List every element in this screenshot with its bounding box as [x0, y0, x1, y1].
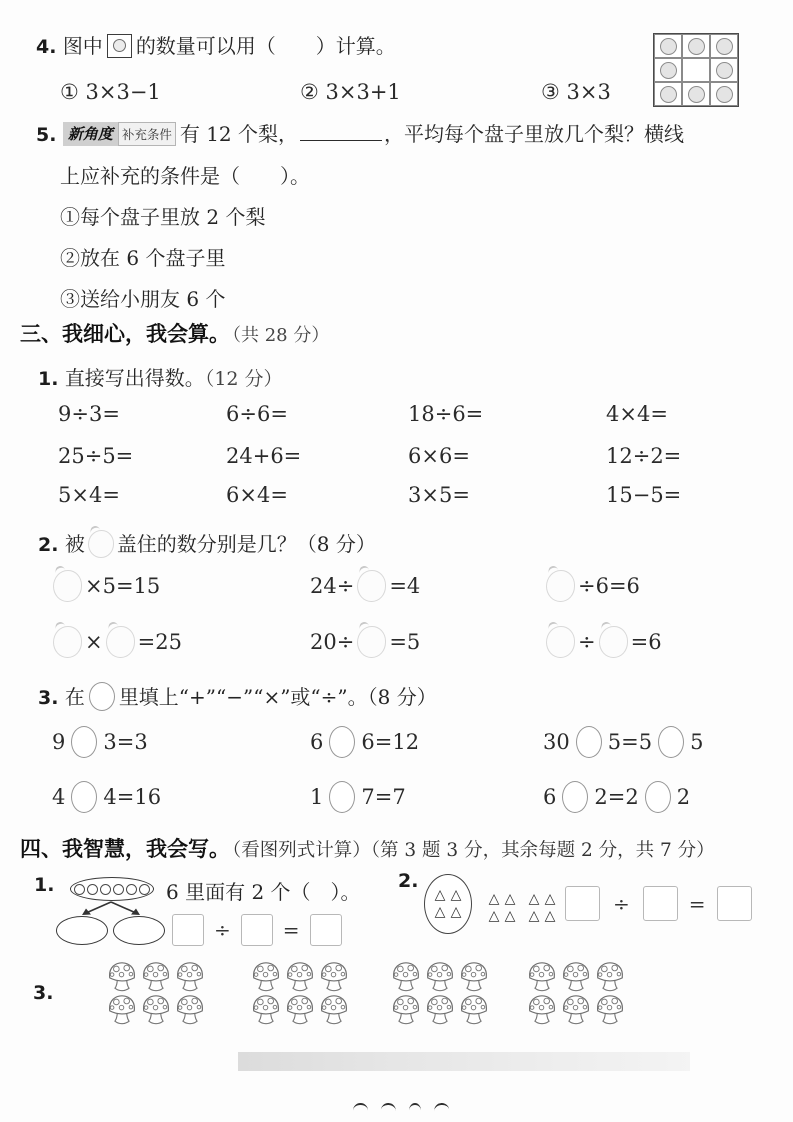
- mushroom-icon: [106, 993, 138, 1025]
- counter-circle-icon: [688, 38, 705, 55]
- mushroom-icon: [250, 960, 282, 992]
- cropped-glyph-mark: [381, 1102, 397, 1112]
- section-4-note: （看图列式计算）（第 3 题 3 分，其余每题 2 分，共 7 分）: [232, 840, 715, 861]
- operator-circle-icon: [89, 682, 115, 711]
- boxed-circle-icon: [107, 34, 132, 58]
- problem: 24+6=: [226, 444, 302, 468]
- eq-text: 5: [690, 730, 704, 754]
- divide-sign: ÷: [613, 891, 630, 916]
- s4-q3-number: 3.: [33, 982, 54, 1004]
- supplement-condition-badge: 补充条件: [118, 122, 176, 146]
- covered-eq-2: [310, 570, 420, 602]
- triangle-icon: △: [434, 904, 446, 920]
- operator-circle-icon: [329, 726, 355, 758]
- mushroom-icon: [560, 960, 592, 992]
- circle-dot-icon: [139, 884, 150, 895]
- circle-dot-icon: [74, 884, 85, 895]
- problem: 9÷3=: [58, 402, 120, 426]
- operator-circle-icon: [71, 781, 97, 813]
- mushroom-icon: [424, 993, 456, 1025]
- question-5-text-b: ，平均每个盘子里放几个梨？横线: [384, 122, 685, 146]
- answer-box: [717, 886, 752, 921]
- eq-text: ÷: [578, 630, 596, 654]
- scan-shadow-band: [238, 1052, 690, 1071]
- triangle-icon: △: [450, 887, 462, 903]
- cropped-glyph-mark: [353, 1103, 368, 1112]
- new-angle-badge: 新角度: [63, 122, 118, 146]
- mushroom-icon: [140, 993, 172, 1025]
- question-5-stem: [36, 118, 766, 147]
- triangle-icon: △: [528, 908, 540, 924]
- triangle-icon: △: [544, 891, 556, 907]
- fruit-cover-icon: [546, 570, 575, 602]
- question-4-text-post: 的数量可以用（ ）计算。: [135, 34, 396, 58]
- s4-q2-equation-boxes: [565, 886, 752, 921]
- s3-q3-text-post: 里填上“+”“−”“×”或“÷”。（8 分）: [118, 685, 437, 709]
- q4-option-2: ② 3×3+1: [300, 80, 401, 104]
- counter-grid-figure: [653, 33, 739, 107]
- fruit-cover-icon: [599, 626, 628, 658]
- problem: 6×4=: [226, 483, 288, 507]
- mushroom-icon: [174, 960, 206, 992]
- s3-q2-text-pre: 被: [64, 532, 85, 556]
- equals-sign: =: [688, 891, 706, 916]
- q5-option-1: ①每个盘子里放 2 个梨: [60, 205, 266, 229]
- question-5-text-a: 有 12 个梨，: [179, 122, 299, 146]
- section-3-heading: [20, 318, 329, 348]
- blank-underline: [300, 125, 382, 141]
- problem: 4×4=: [606, 402, 668, 426]
- s3-q2-label: [38, 528, 376, 558]
- eq-text: 20÷: [310, 630, 355, 654]
- eq-text: 9: [52, 730, 66, 754]
- triangle-icon: △: [450, 904, 462, 920]
- eq-text: 6=12: [361, 730, 420, 754]
- eq-text: 7=7: [361, 785, 406, 809]
- circle-dot-icon: [113, 884, 124, 895]
- triangle-icon: △: [544, 908, 556, 924]
- counter-circle-icon: [716, 62, 733, 79]
- mushroom-icon: [526, 960, 558, 992]
- fruit-cover-icon: [357, 570, 386, 602]
- q4-option-1: ① 3×3−1: [60, 80, 161, 104]
- eq-text: 2: [676, 785, 691, 809]
- counter-circle-icon: [716, 38, 733, 55]
- mushroom-icon: [284, 993, 316, 1025]
- mushroom-icon: [140, 960, 172, 992]
- counter-circle-icon: [716, 86, 733, 103]
- divide-sign: ÷: [214, 918, 231, 942]
- mushroom-icon: [526, 993, 558, 1025]
- eq-text: 30: [543, 730, 570, 754]
- covered-eq-4: [50, 626, 182, 658]
- q5-option-3: ③送给小朋友 6 个: [60, 287, 226, 311]
- answer-box: [172, 914, 204, 946]
- eq-text: =4: [389, 574, 421, 598]
- grid-cell: [654, 34, 682, 58]
- problem: 3×5=: [408, 483, 470, 507]
- mushroom-group: [250, 960, 352, 1025]
- operator-circle-icon: [645, 781, 671, 813]
- answer-box: [310, 914, 342, 946]
- section-4-heading: [20, 833, 715, 863]
- section-3-title: 三、我细心，我会算。: [20, 322, 230, 346]
- triangle-group: [486, 891, 518, 925]
- covered-eq-6: [543, 626, 662, 658]
- s3-q1-text: 直接写出得数。: [64, 366, 205, 390]
- s4-q2-number: 2.: [398, 870, 419, 892]
- s3-q2-text-post: 盖住的数分别是几？（8 分）: [116, 532, 376, 556]
- mushroom-icon: [250, 993, 282, 1025]
- eq-text: ÷6=6: [578, 574, 640, 598]
- triangle-icon: △: [434, 887, 446, 903]
- operator-eq-2: [310, 726, 419, 758]
- mushroom-icon: [594, 960, 626, 992]
- operator-circle-icon: [658, 726, 684, 758]
- mushroom-icon: [594, 993, 626, 1025]
- fruit-cover-icon: [106, 626, 135, 658]
- eq-text: 4: [52, 785, 66, 809]
- answer-box: [643, 886, 678, 921]
- section-4-title: 四、我智慧，我会写。: [20, 837, 230, 861]
- circle-dot-icon: [100, 884, 111, 895]
- mushroom-group: [526, 960, 628, 1025]
- oral-arithmetic-grid: [0, 402, 793, 522]
- covered-eq-5: [310, 626, 420, 658]
- s3-q1-number: 1.: [38, 368, 59, 390]
- q5-option-2: ②放在 6 个盘子里: [60, 246, 226, 270]
- problem: 15−5=: [606, 483, 682, 507]
- q4-option-3: ③ 3×3: [541, 80, 611, 104]
- counter-circle-icon: [660, 38, 677, 55]
- six-circles-oval-figure: [70, 877, 154, 901]
- eq-text: 1: [310, 785, 324, 809]
- s3-q1-score: （12 分）: [204, 368, 283, 390]
- section-3-score: （共 28 分）: [232, 325, 330, 346]
- mushroom-icon: [390, 960, 422, 992]
- counter-circle-icon: [688, 86, 705, 103]
- eq-text: ×5=15: [85, 574, 161, 598]
- operator-circle-icon: [329, 781, 355, 813]
- problem: 5×4=: [58, 483, 120, 507]
- answer-box: [241, 914, 273, 946]
- s4-q1-equation-boxes: [172, 914, 342, 946]
- covered-eq-3: [543, 570, 640, 602]
- eq-text: 2=2: [594, 785, 639, 809]
- eq-text: =6: [630, 630, 662, 654]
- mushroom-icon: [390, 993, 422, 1025]
- problem: 6÷6=: [226, 402, 288, 426]
- eq-text: 5=5: [607, 730, 653, 754]
- operator-circle-icon: [71, 726, 97, 758]
- triangle-icon: △: [504, 908, 516, 924]
- circle-glyph-icon: [113, 39, 126, 52]
- fruit-cover-icon: [357, 626, 386, 658]
- s3-q3-number: 3.: [38, 687, 59, 709]
- operator-eq-4: [52, 781, 161, 813]
- circle-dot-icon: [126, 884, 137, 895]
- s3-q1-label: [38, 362, 283, 391]
- answer-oval: [113, 916, 165, 945]
- triangle-group: [526, 891, 558, 925]
- mushroom-icon: [560, 993, 592, 1025]
- cropped-glyph-mark: [409, 1103, 421, 1112]
- cropped-footer-marks: [353, 1097, 462, 1116]
- fruit-cover-icon: [53, 626, 82, 658]
- circle-dot-icon: [87, 884, 98, 895]
- fruit-cover-icon: [88, 530, 114, 558]
- problem: 12÷2=: [606, 444, 682, 468]
- counter-circle-icon: [660, 86, 677, 103]
- problem: 6×6=: [408, 444, 470, 468]
- triangle-icon: △: [488, 908, 500, 924]
- cropped-glyph-mark: [434, 1102, 450, 1112]
- circled-triangle-group: [424, 874, 472, 934]
- operator-eq-6: [543, 781, 690, 813]
- grid-cell: [654, 58, 682, 82]
- mushroom-icon: [458, 993, 490, 1025]
- operator-eq-5: [310, 781, 406, 813]
- eq-text: 6: [543, 785, 557, 809]
- operator-eq-3: [543, 726, 703, 758]
- grid-cell: [710, 82, 738, 106]
- mushroom-icon: [424, 960, 456, 992]
- s4-q1-number: 1.: [34, 874, 55, 896]
- eq-text: 4=16: [103, 785, 162, 809]
- eq-text: 3=3: [103, 730, 148, 754]
- mushroom-group: [390, 960, 492, 1025]
- question-5-line2: 上应补充的条件是（ ）。: [60, 164, 310, 188]
- mushroom-icon: [106, 960, 138, 992]
- problem: 18÷6=: [408, 402, 484, 426]
- grid-cell: [710, 34, 738, 58]
- counter-circle-icon: [660, 62, 677, 79]
- triangle-icon: △: [528, 891, 540, 907]
- covered-eq-1: [50, 570, 160, 602]
- fruit-cover-icon: [546, 626, 575, 658]
- eq-text: =25: [137, 630, 182, 654]
- equals-sign: =: [282, 918, 300, 942]
- operator-eq-1: [52, 726, 148, 758]
- question-4-number: 4.: [36, 36, 57, 58]
- eq-text: 24÷: [310, 574, 355, 598]
- s4-q1-text: 6 里面有 2 个（ ）。: [166, 880, 361, 904]
- eq-text: =5: [389, 630, 421, 654]
- question-4-text-pre: 图中: [62, 34, 103, 58]
- operator-circle-icon: [562, 781, 588, 813]
- grid-cell: [682, 82, 710, 106]
- grid-cell-empty: [682, 58, 710, 82]
- mushroom-icon: [318, 993, 350, 1025]
- mushroom-icon: [318, 960, 350, 992]
- question-5-number: 5.: [36, 124, 57, 146]
- question-4-stem: [36, 30, 396, 59]
- mushroom-group: [106, 960, 208, 1025]
- mushroom-icon: [174, 993, 206, 1025]
- grid-cell: [654, 82, 682, 106]
- s3-q3-label: [38, 681, 437, 711]
- grid-cell: [710, 58, 738, 82]
- grid-cell: [682, 34, 710, 58]
- mushroom-icon: [458, 960, 490, 992]
- split-arrows-icon: [70, 901, 152, 917]
- eq-text: ×: [85, 630, 103, 654]
- mushroom-icon: [284, 960, 316, 992]
- triangle-icon: △: [488, 891, 500, 907]
- problem: 25÷5=: [58, 444, 134, 468]
- eq-text: 6: [310, 730, 324, 754]
- operator-circle-icon: [576, 726, 602, 758]
- answer-box: [565, 886, 600, 921]
- fruit-cover-icon: [53, 570, 82, 602]
- s3-q3-text-pre: 在: [64, 685, 85, 709]
- s3-q2-number: 2.: [38, 534, 59, 556]
- triangle-icon: △: [504, 891, 516, 907]
- answer-oval: [56, 916, 108, 945]
